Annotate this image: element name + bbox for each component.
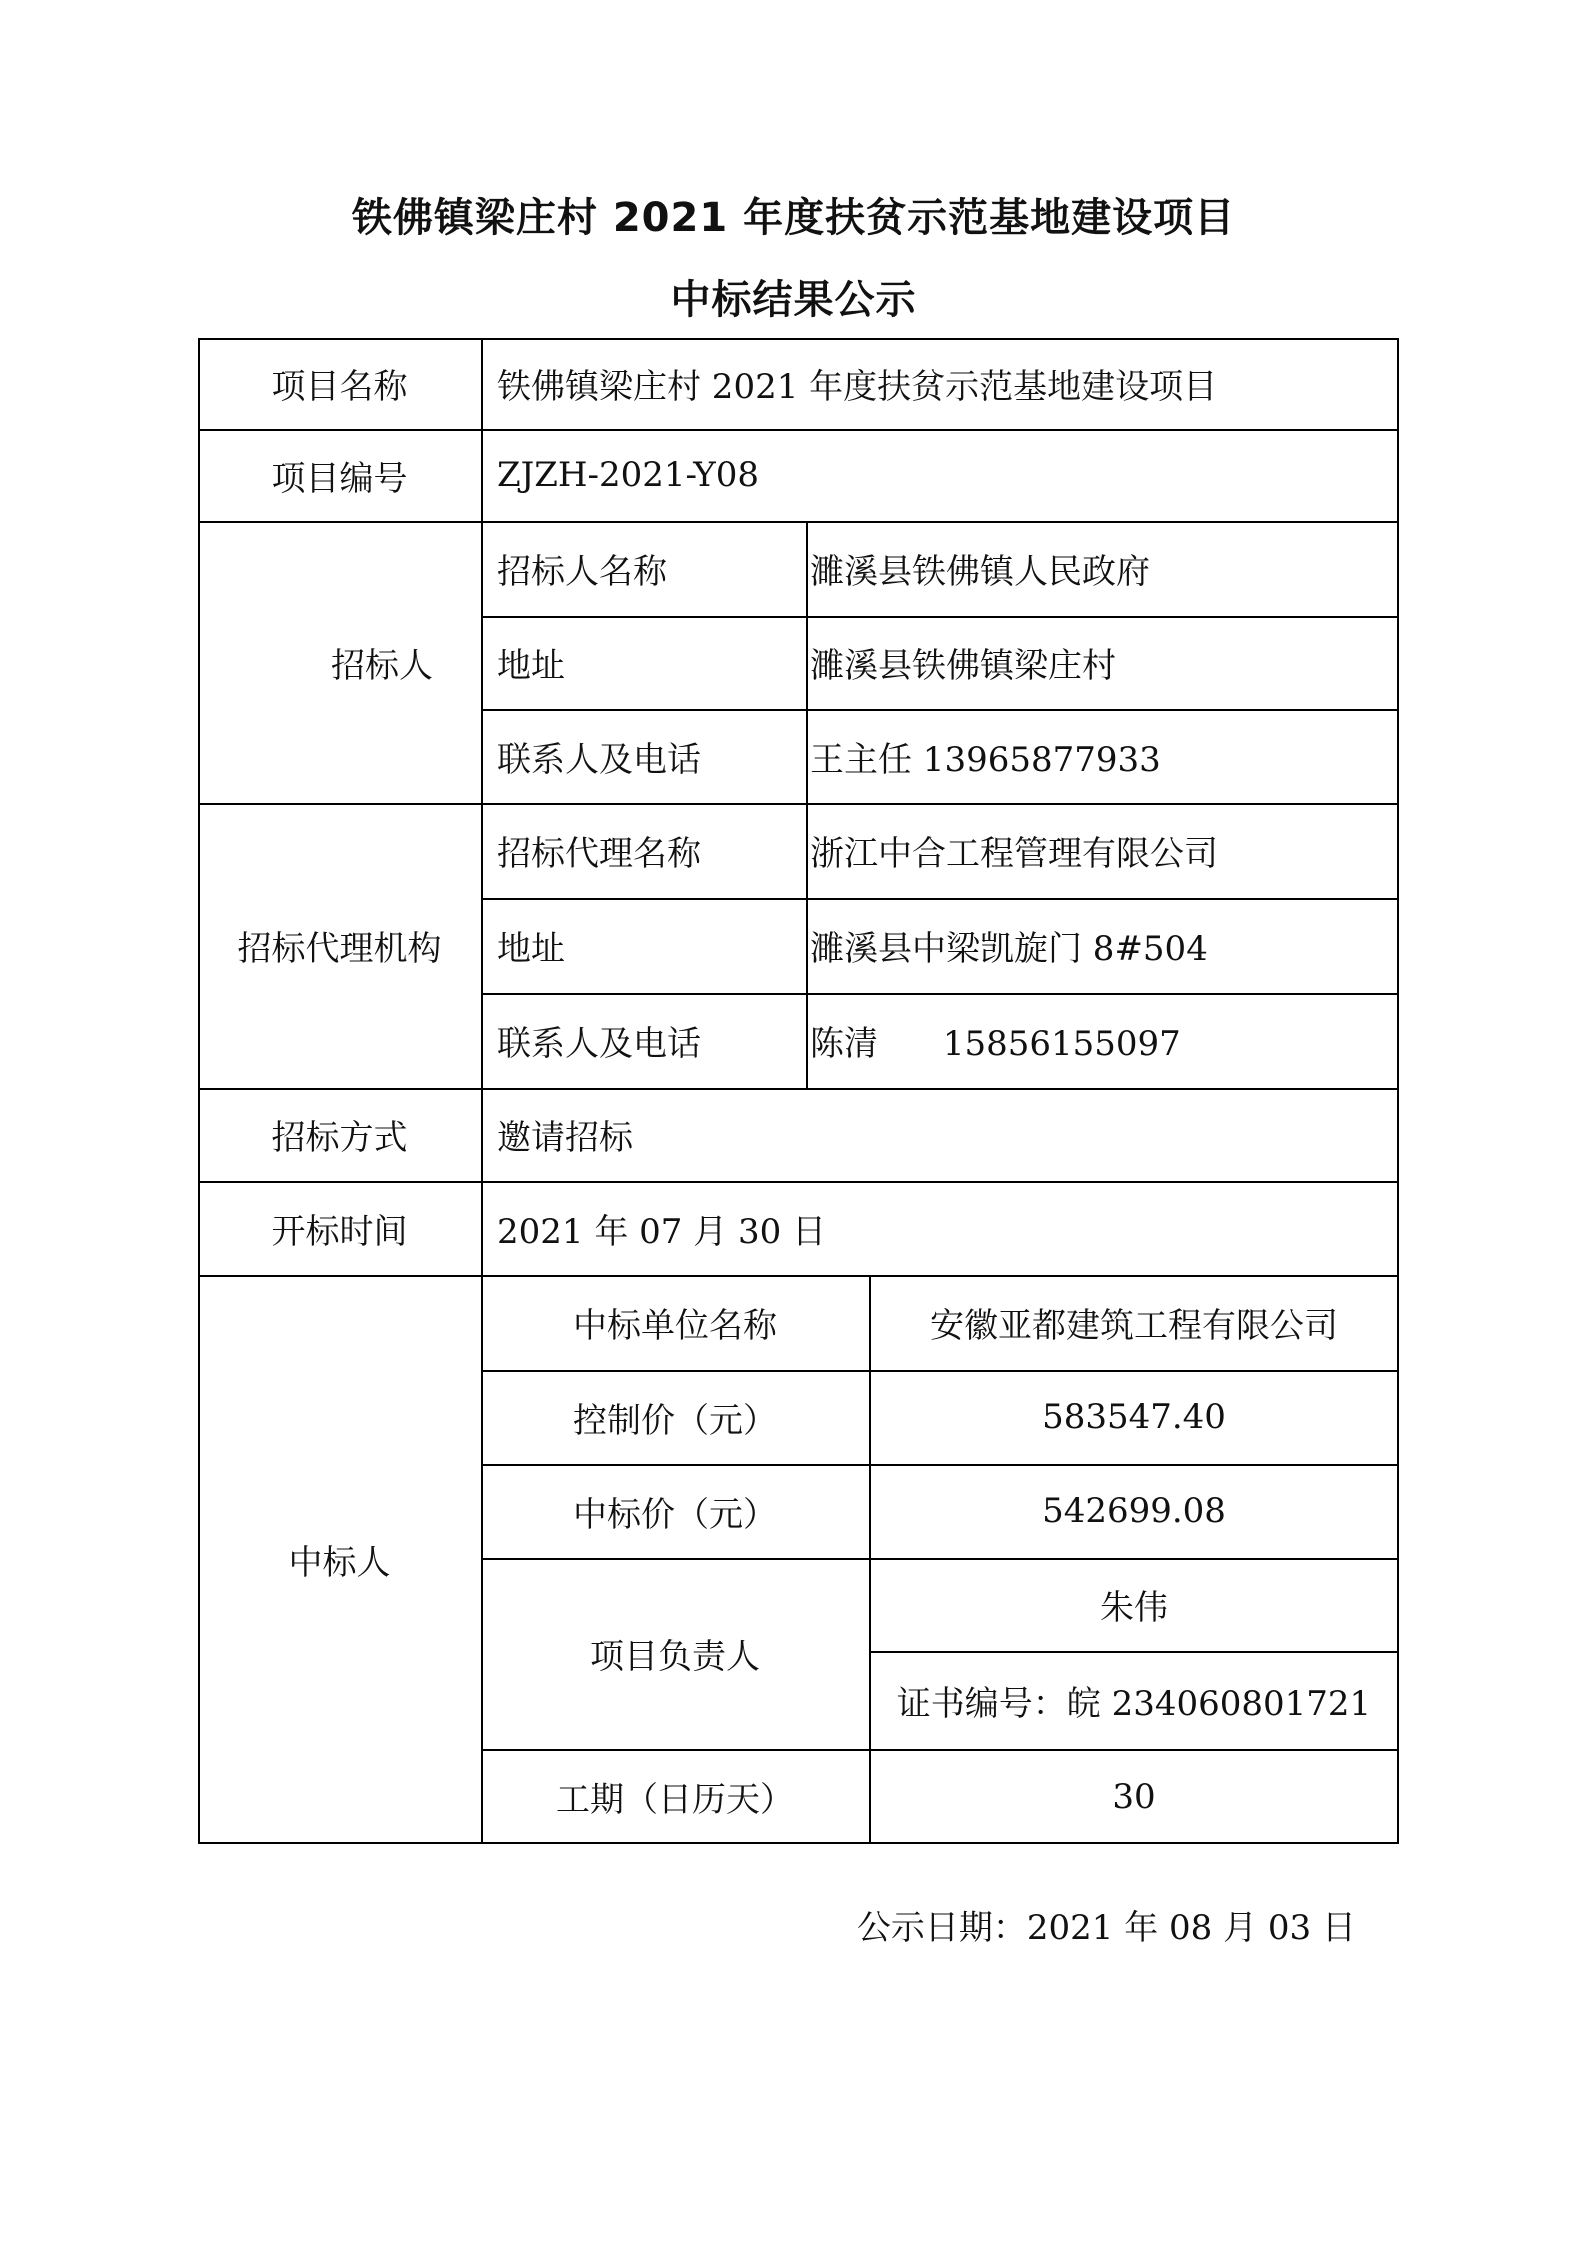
- tenderer-name-value: 濉溪县铁佛镇人民政府: [810, 552, 1150, 592]
- publish-date: 公示日期：2021 年 08 月 03 日: [856, 1908, 1356, 1948]
- bid-price-value: 542699.08: [1042, 1491, 1226, 1531]
- project-no-label: 项目编号: [271, 458, 408, 499]
- open-time-label: 开标时间: [271, 1211, 408, 1252]
- document-title: 铁佛镇梁庄村 2021 年度扶贫示范基地建设项目: [351, 195, 1236, 241]
- table-border-left: [198, 338, 200, 1844]
- column-divider: [869, 1275, 871, 1844]
- column-divider: [806, 521, 808, 1088]
- row-divider: [198, 1275, 1399, 1277]
- row-divider: [481, 1464, 1399, 1466]
- tenderer-contact-label: 联系人及电话: [497, 739, 701, 780]
- method-label: 招标方式: [271, 1118, 408, 1158]
- result-table: [198, 338, 1399, 1844]
- row-divider: [198, 1181, 1399, 1183]
- row-divider: [198, 1088, 1399, 1090]
- duration-value: 30: [1112, 1776, 1156, 1817]
- tenderer-name-label: 招标人名称: [497, 552, 667, 592]
- duration-label: 工期（日历天）: [556, 1780, 794, 1820]
- table-border-bottom: [198, 1842, 1399, 1844]
- row-divider: [198, 429, 1399, 431]
- agency-address-value: 濉溪县中梁凯旋门 8#504: [810, 929, 1208, 969]
- column-divider: [481, 338, 483, 1844]
- row-divider: [481, 1370, 1399, 1372]
- agency-address-label: 地址: [497, 929, 565, 969]
- winner-unit-value: 安徽亚都建筑工程有限公司: [930, 1306, 1338, 1346]
- bid-price-label: 中标价（元）: [573, 1494, 777, 1535]
- tenderer-contact-value: 王主任 13965877933: [810, 739, 1161, 780]
- project-no-value: ZJZH-2021-Y08: [497, 455, 760, 495]
- agency-name-label: 招标代理名称: [497, 834, 701, 874]
- row-divider: [481, 709, 1399, 711]
- agency-contact-label: 联系人及电话: [497, 1024, 701, 1064]
- row-divider: [481, 898, 1399, 900]
- row-divider: [481, 616, 1399, 618]
- row-divider: [481, 1749, 1399, 1751]
- agency-name-value: 浙江中合工程管理有限公司: [810, 834, 1218, 874]
- control-price-label: 控制价（元）: [573, 1400, 777, 1441]
- manager-cert: 证书编号：皖 234060801721: [896, 1683, 1372, 1724]
- tenderer-address-value: 濉溪县铁佛镇梁庄村: [810, 646, 1116, 686]
- winner-label: 中标人: [288, 1543, 391, 1583]
- manager-label: 项目负责人: [590, 1637, 760, 1677]
- row-divider: [198, 803, 1399, 805]
- row-divider: [198, 521, 1399, 523]
- project-name-value: 铁佛镇梁庄村 2021 年度扶贫示范基地建设项目: [497, 367, 1218, 407]
- open-time-value: 2021 年 07 月 30 日: [497, 1211, 827, 1252]
- table-border-top: [198, 338, 1399, 340]
- control-price-value: 583547.40: [1042, 1397, 1226, 1437]
- tenderer-address-label: 地址: [497, 646, 565, 686]
- agency-contact-value: 陈清 15856155097: [810, 1024, 1181, 1064]
- tenderer-label: 招标人: [331, 645, 433, 686]
- table-border-right: [1397, 338, 1399, 1844]
- row-divider: [481, 1558, 1399, 1560]
- document-subtitle: 中标结果公示: [670, 277, 917, 323]
- row-divider: [481, 993, 1399, 995]
- project-name-label: 项目名称: [271, 367, 408, 407]
- manager-name: 朱伟: [1100, 1588, 1168, 1628]
- method-value: 邀请招标: [497, 1118, 633, 1158]
- row-divider: [869, 1651, 1399, 1653]
- winner-unit-label: 中标单位名称: [573, 1306, 777, 1346]
- agency-label: 招标代理机构: [237, 929, 442, 969]
